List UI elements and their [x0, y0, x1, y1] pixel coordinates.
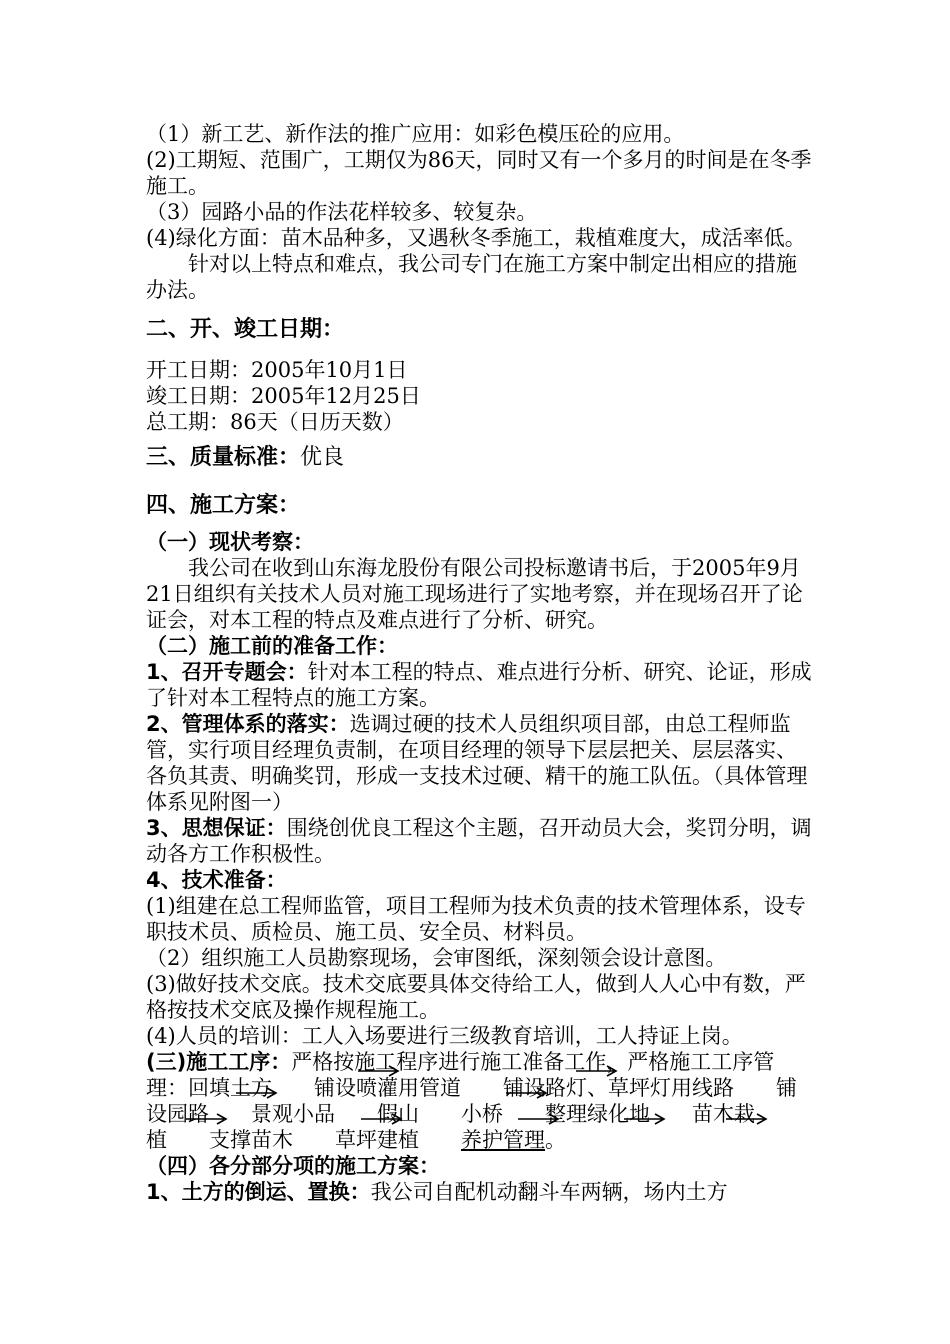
prep-item-2-label: 2、管理体系的落实：	[146, 712, 350, 736]
sub1-heading: （一）现状考察：	[146, 530, 314, 554]
sub4-item-1-label: 1、土方的倒运、置换：	[146, 1180, 371, 1204]
step-5: 景观小品	[251, 1102, 335, 1126]
document-page	[146, 121, 816, 1205]
step-6: 假山	[377, 1102, 419, 1126]
end-date: 竣工日期：2005年12月25日	[146, 384, 421, 408]
process-flow	[146, 1049, 816, 1153]
section2-heading: 二、开、竣工日期：	[146, 317, 345, 342]
difficulty-3: （3）园路小品的作法花样较多、较复杂。	[146, 200, 538, 224]
step-11: 草坪建植	[335, 1128, 419, 1152]
section4-heading: 四、施工方案：	[146, 493, 301, 518]
sub1-text: 我公司在收到山东海龙股份有限公司投标邀请书后，于2005年9月21日组织有关技术人员对施工现场进行了实地考察，并在现场召开了论证会，对本工程的特点及难点进行了分析、研究。	[146, 556, 803, 632]
prep-item-3-label: 3、思想保证：	[146, 816, 287, 840]
sub3-paragraph	[146, 1049, 816, 1153]
prep-item-2-text: 选调过硬的技术人员组织项目部，由总工程师监管，实行项目经理负责制，在项目经理的领导下层层把关、层层落实、各负其责、明确奖罚，形成一支技术过硬、精干的施工队伍。（具体管理体系见附图一）	[146, 712, 808, 814]
tech-item-1: (1)组建在总工程师监管，项目工程师为技术负责的技术管理体系，设专职技术员、质检员、施工员、安全员、材料员。	[146, 894, 806, 944]
difficulty-2: (2)工期短、范围广，工期仅为86天，同时又有一个多月的时间是在冬季施工。	[146, 148, 812, 198]
sub2-heading: （二）施工前的准备工作：	[146, 634, 398, 658]
step-3: 铺设路灯、草坪灯用线路	[503, 1076, 734, 1100]
tech-item-2: （2）组织施工人员勘察现场，会审图纸，深刻领会设计意图。	[146, 946, 727, 970]
sub4-item-1-text: 我公司自配机动翻斗车两辆，场内土方	[370, 1180, 728, 1204]
sub3-intro: 严格按施工程序进行施工准备工作，严格施工工序管理：	[146, 1050, 775, 1100]
tech-item-3: (3)做好技术交底。技术交底要具体交待给工人，做到人人心中有数，严格按技术交底及操作规程施工。	[146, 972, 806, 1022]
sub3-heading: (三)施工工序：	[146, 1050, 292, 1074]
prep-item-3	[146, 815, 816, 867]
step-8: 整理绿化地	[545, 1102, 650, 1126]
prep-item-2	[146, 711, 816, 815]
tech-item-4: (4)人员的培训：工人入场要进行三级教育培训，工人持证上岗。	[146, 1024, 743, 1048]
prep-item-1	[146, 659, 816, 711]
step-10: 支撑苗木	[209, 1128, 293, 1152]
prep-item-3-text: 围绕创优良工程这个主题，召开动员大会，奖罚分明，调动各方工作积极性。	[146, 816, 812, 866]
measures-paragraph: 针对以上特点和难点，我公司专门在施工方案中制定出相应的措施办法。	[146, 252, 797, 302]
step-2: 铺设喷灌用管道	[314, 1076, 461, 1100]
step-1: 回填土方	[188, 1076, 272, 1100]
section3-heading	[146, 445, 816, 471]
sub3-end: 。	[545, 1128, 566, 1152]
difficulty-4: (4)绿化方面：苗木品种多，又遇秋冬季施工，栽植难度大，成活率低。	[146, 226, 806, 250]
section3-label: 三、质量标准：	[146, 445, 301, 470]
step-12: 养护管理	[461, 1128, 545, 1152]
sub4-item-1	[146, 1179, 816, 1205]
prep-item-1-label: 1、召开专题会：	[146, 660, 308, 684]
quality-value: 优良	[300, 445, 345, 470]
step-4: 铺设园路	[146, 1076, 797, 1126]
sub4-heading: （四）各分部分项的施工方案：	[146, 1154, 440, 1178]
prep-item-1-text: 针对本工程的特点、难点进行分析、研究、论证，形成了针对本工程特点的施工方案。	[146, 660, 812, 710]
prep-item-4-label: 4、技术准备：	[146, 868, 287, 892]
difficulty-1: （1）新工艺、新作法的推广应用：如彩色模压砼的应用。	[146, 122, 685, 146]
step-7: 小桥	[461, 1102, 503, 1126]
total-duration: 总工期：86天（日历天数）	[146, 410, 404, 434]
start-date: 开工日期：2005年10月1日	[146, 358, 408, 382]
step-9: 苗木栽植	[146, 1102, 755, 1152]
